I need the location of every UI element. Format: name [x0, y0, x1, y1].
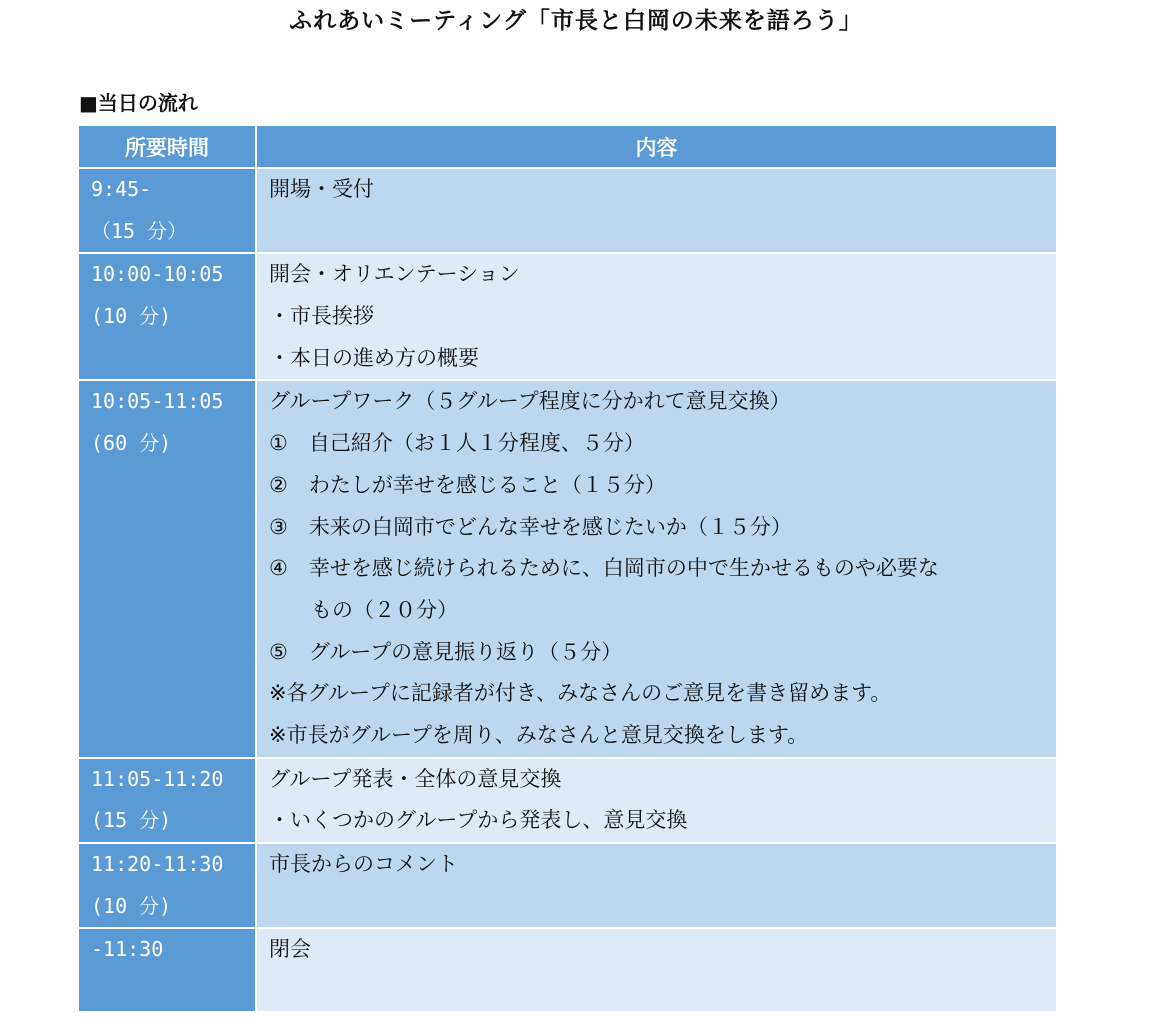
table-row: [79, 927, 1056, 1011]
time-range: 9:45-: [91, 177, 152, 201]
time-range: 10:00-10:05: [91, 262, 224, 287]
header-content: 内容: [257, 126, 1056, 167]
table-row: [79, 842, 1056, 927]
table-row: [79, 757, 1056, 842]
time-cell: [79, 379, 257, 756]
content-line: ・いくつかのグループから発表し、意見交換: [269, 808, 688, 833]
content-line: グループ発表・全体の意見交換: [269, 766, 562, 791]
document-title: ふれあいミーティング「市長と白岡の未来を語ろう」: [289, 8, 863, 34]
section-heading: ■当日の流れ: [79, 91, 198, 115]
duration: （15 分）: [91, 218, 188, 243]
content-line: ※各グループに記録者が付き、みなさんのご意見を書き留めます。: [269, 681, 892, 706]
content-line: ② わたしが幸せを感じること（１５分）: [269, 472, 666, 497]
time-range: 10:05-11:05: [91, 389, 224, 414]
content-line: ④ 幸せを感じ続けられるために、白岡市の中で生かせるものや必要な: [269, 556, 939, 581]
duration: (10 分): [91, 893, 172, 918]
time-cell: [79, 167, 257, 252]
table-row: [79, 379, 1056, 756]
time-cell: [79, 757, 257, 842]
content-line: もの（２０分）: [311, 597, 458, 622]
content-line: ・本日の進め方の概要: [269, 345, 479, 370]
content-line: 開場・受付: [269, 177, 374, 201]
header-time: 所要時間: [79, 126, 257, 167]
time-range: 11:20-11:30: [91, 852, 224, 876]
content-line: 市長からのコメント: [269, 852, 458, 876]
content-line: 開会・オリエンテーション: [269, 262, 520, 287]
content-cell: [257, 757, 1056, 842]
content-line: ※市長がグループを周り、みなさんと意見交換をします。: [269, 722, 809, 747]
content-cell: [257, 379, 1056, 756]
time-range: 11:05-11:20: [91, 766, 224, 791]
content-line: ⑤ グループの意見振り返り（５分）: [269, 639, 623, 664]
content-cell: [257, 927, 1056, 1011]
time-cell: [79, 252, 257, 379]
time-cell: [79, 842, 257, 927]
table-row: [79, 167, 1056, 252]
table-row: [79, 252, 1056, 379]
table-header-row: [79, 126, 1056, 167]
content-line: グループワーク（５グループ程度に分かれて意見交換）: [269, 389, 791, 414]
content-line: ① 自己紹介（お１人１分程度、５分）: [269, 431, 645, 456]
time-range: -11:30: [91, 937, 164, 962]
content-cell: [257, 167, 1056, 252]
content-line: 閉会: [269, 937, 311, 962]
duration: (15 分): [91, 808, 172, 833]
time-cell: [79, 927, 257, 1011]
duration: (10 分): [91, 304, 172, 329]
duration: (60 分): [91, 431, 172, 456]
content-cell: [257, 252, 1056, 379]
content-line: ③ 未来の白岡市でどんな幸せを感じたいか（１５分）: [269, 514, 792, 539]
content-line: ・市長挨拶: [269, 304, 374, 329]
schedule-table: [79, 126, 1056, 1011]
content-cell: [257, 842, 1056, 927]
